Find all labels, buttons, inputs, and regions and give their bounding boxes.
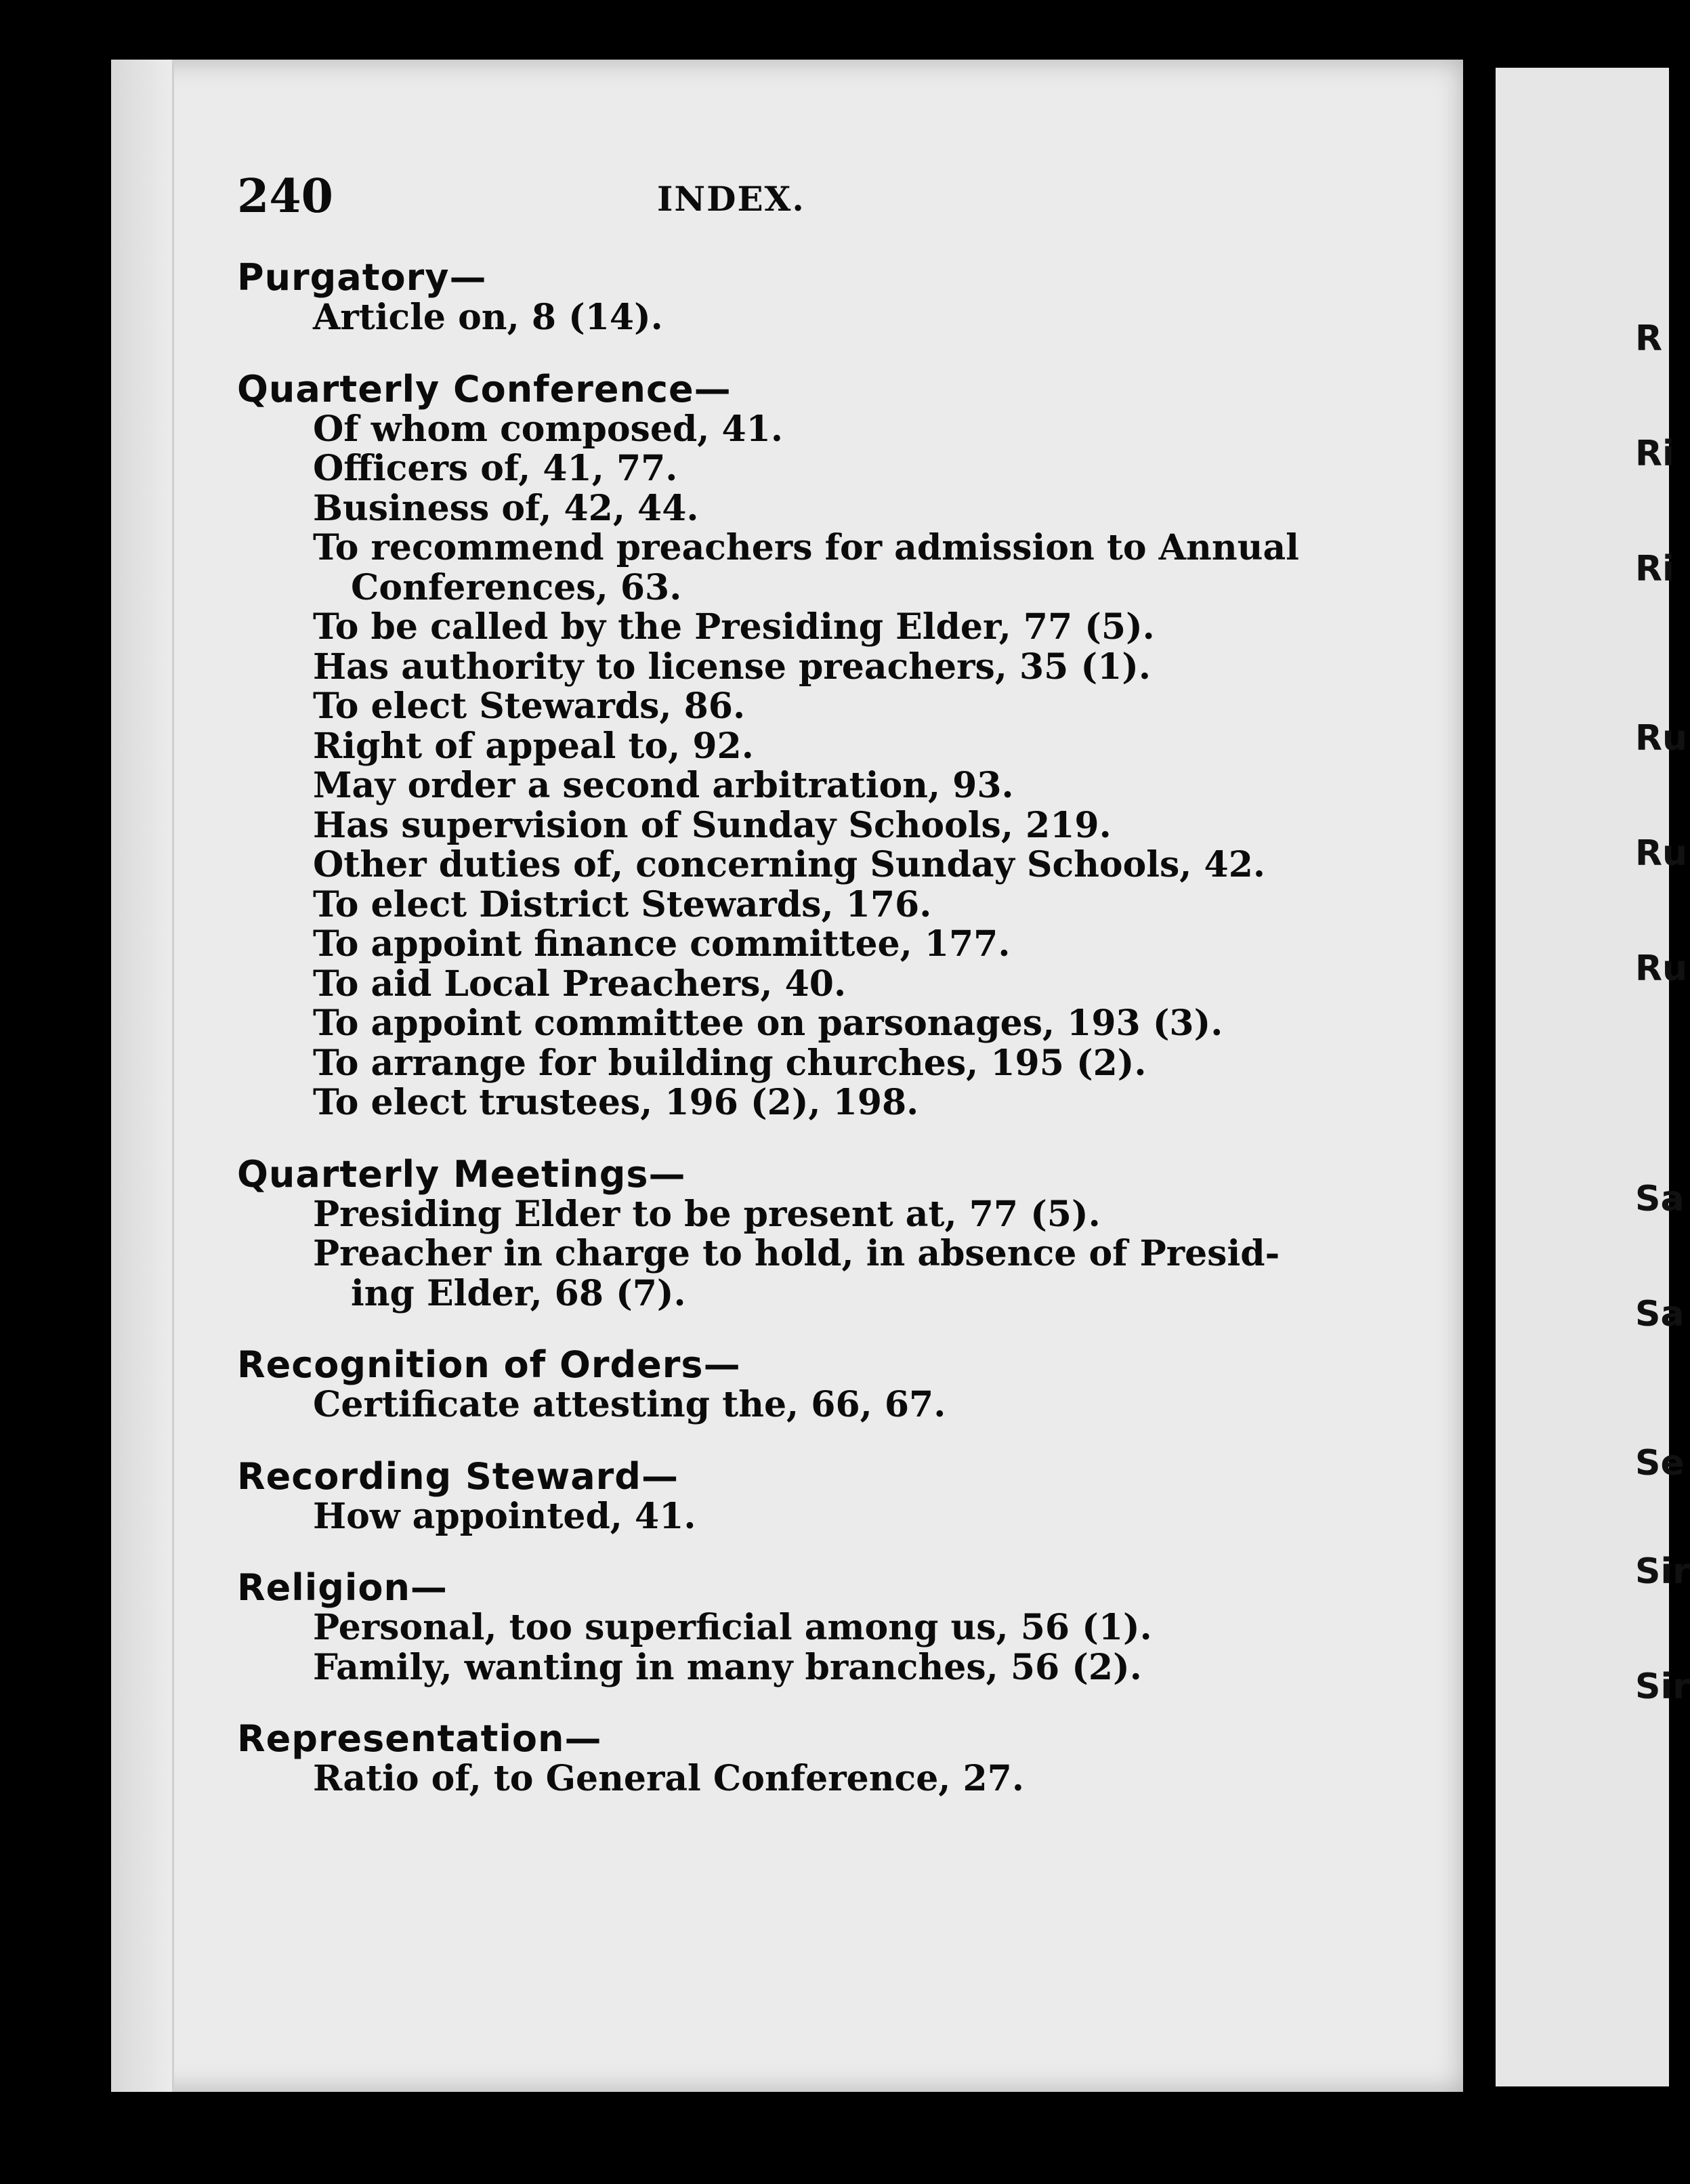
entry-subline: To elect District Stewards, 176. (313, 883, 932, 925)
facing-page-letter: Sa (1635, 1179, 1685, 1219)
entry-subline: Conferences, 63. (351, 566, 682, 608)
entry-subline: Presiding Elder to be present at, 77 (5). (313, 1193, 1101, 1235)
index-entries (237, 257, 1389, 1799)
entry-subline: Preacher in charge to hold, in absence of Presid- (313, 1233, 1280, 1274)
facing-page (1496, 68, 1669, 2086)
facing-page-letter: Se (1635, 1443, 1685, 1484)
entry-heading: Representation— (237, 1717, 602, 1760)
index-entry (237, 1345, 1389, 1425)
facing-page-letter: Sir (1635, 1666, 1690, 1707)
entry-subline: Business of, 42, 44. (313, 487, 699, 529)
facing-page-letter: Sa (1635, 1294, 1685, 1335)
facing-page-letter: R (1635, 318, 1663, 359)
index-entry (237, 1456, 1389, 1537)
entry-subline: Ratio of, to General Conference, 27. (313, 1758, 1024, 1799)
entry-subline: ing Elder, 68 (7). (351, 1272, 686, 1314)
index-entry (237, 369, 1389, 1123)
entry-subline: Personal, too superficial among us, 56 (1). (313, 1607, 1152, 1648)
entry-subline: May order a second arbitration, 93. (313, 765, 1014, 806)
entry-heading: Recognition of Orders— (237, 1343, 741, 1386)
entry-heading: Quarterly Conference— (237, 367, 732, 411)
entry-subline: Has authority to license preachers, 35 (1). (313, 646, 1151, 688)
entry-subline: To be called by the Presiding Elder, 77 (5). (313, 606, 1155, 648)
entry-subline: To appoint finance committee, 177. (313, 923, 1011, 965)
entry-subline: To elect trustees, 196 (2), 198. (313, 1082, 919, 1123)
index-entry (237, 1719, 1389, 1799)
facing-page-letter: Sir (1635, 1551, 1690, 1592)
facing-page-letter: Ri (1635, 549, 1674, 589)
facing-page-letter: Ri (1635, 434, 1674, 474)
page-title: INDEX. (657, 179, 805, 219)
entry-subline: To appoint committee on parsonages, 193 (3). (313, 1003, 1223, 1044)
entry-subline: How appointed, 41. (313, 1495, 696, 1537)
entry-subline: Has supervision of Sunday Schools, 219. (313, 804, 1112, 846)
entry-heading: Recording Steward— (237, 1454, 679, 1498)
index-content (237, 169, 1389, 1830)
entry-subline: Article on, 8 (14). (313, 297, 663, 338)
index-entry (237, 1154, 1389, 1314)
facing-page-letter: Ru (1635, 833, 1688, 874)
entry-subline: To aid Local Preachers, 40. (313, 963, 847, 1005)
entry-subline: To recommend preachers for admission to Annual (313, 527, 1299, 568)
page-gutter (111, 60, 174, 2092)
entry-subline: Of whom composed, 41. (313, 408, 783, 450)
page-header (237, 169, 1389, 257)
index-entry (237, 257, 1389, 338)
entry-subline: Other duties of, concerning Sunday Schools, 42. (313, 844, 1265, 885)
entry-subline: Right of appeal to, 92. (313, 725, 754, 767)
entry-subline: Family, wanting in many branches, 56 (2). (313, 1646, 1142, 1688)
entry-subline: Officers of, 41, 77. (313, 448, 678, 489)
entry-subline: To arrange for building churches, 195 (2). (313, 1042, 1147, 1084)
page-number: 240 (237, 169, 333, 224)
entry-subline: To elect Stewards, 86. (313, 686, 746, 727)
entry-heading: Religion— (237, 1566, 448, 1609)
entry-heading: Quarterly Meetings— (237, 1152, 686, 1196)
index-entry (237, 1568, 1389, 1687)
entry-heading: Purgatory— (237, 256, 487, 299)
facing-page-letter: Ru (1635, 718, 1688, 759)
facing-page-letter: Ru (1635, 948, 1688, 989)
entry-subline: Certificate attesting the, 66, 67. (313, 1384, 946, 1425)
